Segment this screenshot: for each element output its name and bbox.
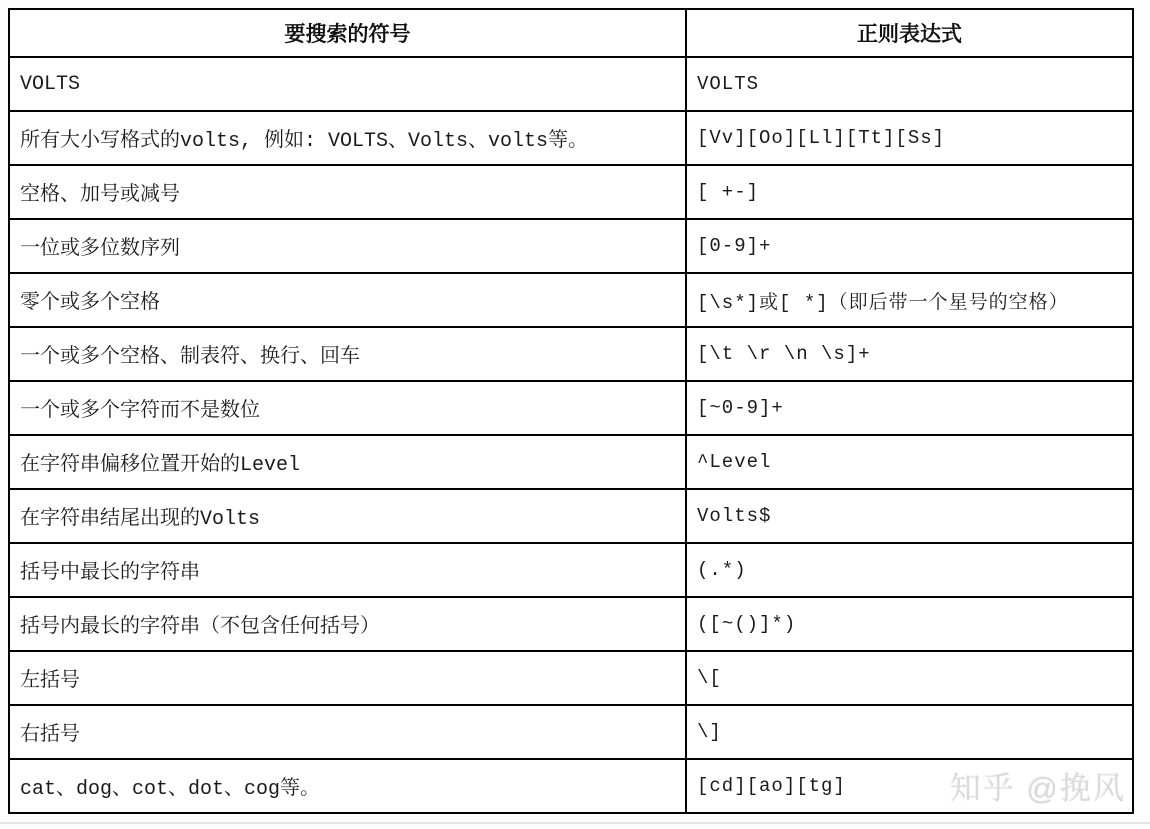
regex-cell: \] — [686, 705, 1133, 759]
symbol-cell: 在字符串偏移位置开始的Level — [9, 435, 686, 489]
symbol-cell: 一个或多个空格、制表符、换行、回车 — [9, 327, 686, 381]
symbol-cell: 右括号 — [9, 705, 686, 759]
regex-cell: [\t \r \n \s]+ — [686, 327, 1133, 381]
symbol-cell: 零个或多个空格 — [9, 273, 686, 327]
symbol-cell: cat、dog、cot、dot、cog等。 — [9, 759, 686, 813]
table-body — [9, 57, 1133, 813]
symbol-cell: 所有大小写格式的volts, 例如: VOLTS、Volts、volts等。 — [9, 111, 686, 165]
table-row — [9, 327, 1133, 381]
table-row — [9, 597, 1133, 651]
regex-reference-table — [8, 8, 1134, 814]
regex-cell: ^Level — [686, 435, 1133, 489]
table-header — [9, 9, 1133, 57]
symbol-cell: 括号内最长的字符串（不包含任何括号） — [9, 597, 686, 651]
table-row — [9, 219, 1133, 273]
table-row — [9, 435, 1133, 489]
table-row — [9, 705, 1133, 759]
table-row — [9, 489, 1133, 543]
bottom-divider — [0, 822, 1150, 824]
symbol-cell: 在字符串结尾出现的Volts — [9, 489, 686, 543]
regex-cell: (.*) — [686, 543, 1133, 597]
regex-cell: [Vv][Oo][Ll][Tt][Ss] — [686, 111, 1133, 165]
symbol-cell: 一个或多个字符而不是数位 — [9, 381, 686, 435]
table-row — [9, 543, 1133, 597]
table-row — [9, 273, 1133, 327]
regex-cell: [\s*]或[ *]（即后带一个星号的空格） — [686, 273, 1133, 327]
regex-cell: ([~()]*) — [686, 597, 1133, 651]
table-row — [9, 57, 1133, 111]
column-header-regex: 正则表达式 — [686, 9, 1133, 57]
regex-cell: [cd][ao][tg] — [686, 759, 1133, 813]
column-header-symbol: 要搜索的符号 — [9, 9, 686, 57]
table-row — [9, 651, 1133, 705]
symbol-cell: 括号中最长的字符串 — [9, 543, 686, 597]
regex-cell: [ +-] — [686, 165, 1133, 219]
symbol-cell: 左括号 — [9, 651, 686, 705]
symbol-cell: 空格、加号或减号 — [9, 165, 686, 219]
table-row — [9, 165, 1133, 219]
regex-cell: Volts$ — [686, 489, 1133, 543]
header-row — [9, 9, 1133, 57]
regex-cell: \[ — [686, 651, 1133, 705]
watermark-text: 知乎 @挽风 — [949, 771, 1126, 806]
symbol-cell: 一位或多位数序列 — [9, 219, 686, 273]
regex-cell: [~0-9]+ — [686, 381, 1133, 435]
symbol-cell: VOLTS — [9, 57, 686, 111]
regex-cell: [0-9]+ — [686, 219, 1133, 273]
table-row — [9, 381, 1133, 435]
table-row — [9, 759, 1133, 813]
table-row — [9, 111, 1133, 165]
regex-cell: VOLTS — [686, 57, 1133, 111]
